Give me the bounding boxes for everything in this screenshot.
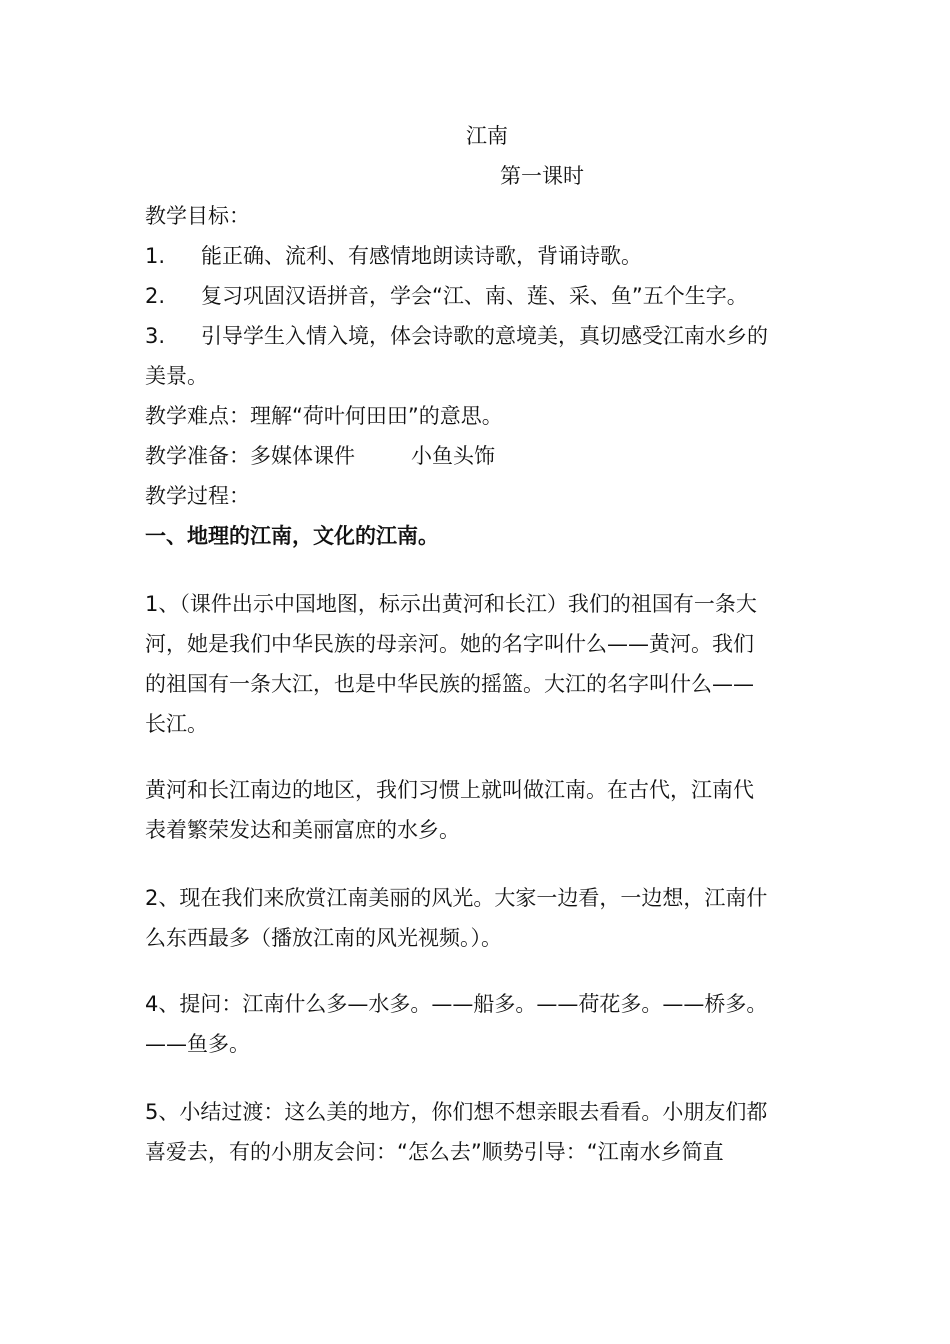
- objective-text: 复习巩固汉语拼音，学会“江、南、莲、采、鱼”五个生字。: [201, 284, 748, 308]
- paragraph-line: 的祖国有一条大江，也是中华民族的摇篮。大江的名字叫什么——: [145, 672, 754, 696]
- paragraph-line: 4、提问：江南什么多—水多。——船多。——荷花多。——桥多。: [145, 992, 768, 1016]
- document-title: 江南: [466, 124, 508, 148]
- objective-item: [145, 242, 642, 270]
- objective-item: [145, 322, 768, 350]
- paragraph-line: 河，她是我们中华民族的母亲河。她的名字叫什么——黄河。我们: [145, 632, 754, 656]
- paragraph-line: 么东西最多（播放江南的风光视频。）。: [145, 926, 502, 950]
- process-heading: 教学过程：: [145, 484, 250, 508]
- objective-text: 引导学生入情入境，体会诗歌的意境美，真切感受江南水乡的: [201, 324, 768, 348]
- objective-text: 能正确、流利、有感情地朗读诗歌，背诵诗歌。: [201, 244, 642, 268]
- paragraph-line: 长江。: [145, 712, 208, 736]
- paragraph-line: 5、小结过渡：这么美的地方，你们想不想亲眼去看看。小朋友们都: [145, 1100, 768, 1124]
- preparation-label: 教学准备：多媒体课件: [145, 444, 355, 468]
- paragraph-line: 1、（课件出示中国地图，标示出黄河和长江）我们的祖国有一条大: [145, 592, 757, 616]
- objectives-heading: 教学目标：: [145, 204, 250, 228]
- paragraph-line: 2、现在我们来欣赏江南美丽的风光。大家一边看，一边想，江南什: [145, 886, 768, 910]
- objective-number: 2.: [145, 284, 166, 308]
- objective-item: [145, 282, 748, 310]
- document-subtitle: 第一课时: [500, 164, 584, 188]
- paragraph-line: 喜爱去，有的小朋友会问：“怎么去”顺势引导：“江南水乡简直: [145, 1140, 724, 1164]
- teaching-preparation: [145, 442, 495, 470]
- objective-continuation: 美景。: [145, 364, 208, 388]
- objective-number: 1.: [145, 244, 166, 268]
- preparation-extra: 小鱼头饰: [411, 444, 495, 468]
- teaching-difficulty: 教学难点：理解“荷叶何田田”的意思。: [145, 404, 503, 428]
- paragraph-line: 黄河和长江南边的地区，我们习惯上就叫做江南。在古代，江南代: [145, 778, 754, 802]
- paragraph-line: ——鱼多。: [145, 1032, 250, 1056]
- objective-number: 3.: [145, 324, 166, 348]
- paragraph-line: 表着繁荣发达和美丽富庶的水乡。: [145, 818, 460, 842]
- section-heading: 一、地理的江南，文化的江南。: [145, 524, 439, 548]
